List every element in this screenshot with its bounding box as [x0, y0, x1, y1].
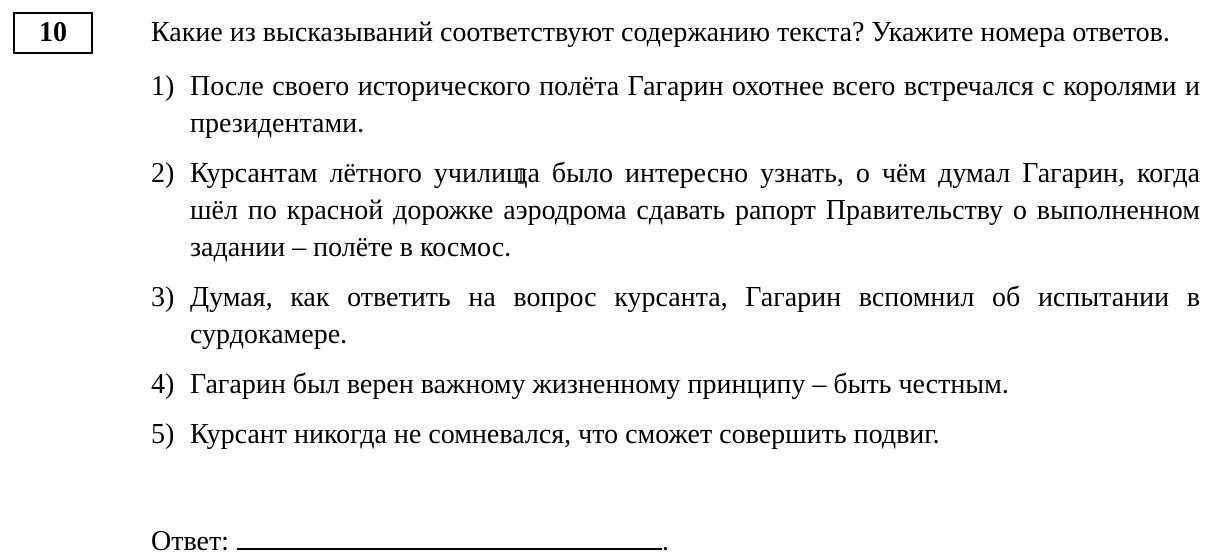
option-number: 1): [151, 71, 175, 102]
question-number: 10: [39, 17, 67, 48]
answer-row: [151, 518, 669, 560]
option-5: [151, 416, 1200, 453]
answer-label: Ответ:: [151, 526, 229, 557]
option-number: 5): [151, 419, 175, 450]
option-text: Думая, как ответить на вопрос курсанта, Гагарин вспомнил об испытании в сурдокамере.: [190, 282, 1200, 350]
option-text: Гагарин был верен важному жизненному принципу – быть честным.: [190, 369, 1009, 400]
answer-end-mark: .: [661, 526, 669, 557]
option-number: 4): [151, 369, 175, 400]
option-1: [151, 68, 1200, 142]
option-number: 2): [151, 158, 175, 189]
option-number: 3): [151, 282, 175, 313]
option-3: [151, 279, 1200, 353]
question-number-box: [13, 12, 93, 54]
answer-blank-line[interactable]: [237, 518, 662, 550]
option-2: [151, 155, 1200, 266]
option-4: [151, 366, 1200, 403]
answer-options: [151, 68, 1200, 453]
option-text: Курсант никогда не сомневался, что сможет совершить подвиг.: [190, 419, 940, 450]
option-text: После своего исторического полёта Гагарин охотнее всего встречался с королями и президентами.: [190, 71, 1200, 139]
option-text: Курсантам лётного училища было интересно узнать, о чём думал Гагарин, когда шёл по красной дорожке аэродрома сдавать рапорт Правительству о выполненном задании – полёте в космос.: [190, 158, 1200, 263]
question-content: [151, 14, 1200, 466]
text-cursor-icon: [517, 168, 525, 184]
question-text: Какие из высказываний соответствуют содержанию текста? Укажите номера ответов.: [151, 17, 1170, 48]
